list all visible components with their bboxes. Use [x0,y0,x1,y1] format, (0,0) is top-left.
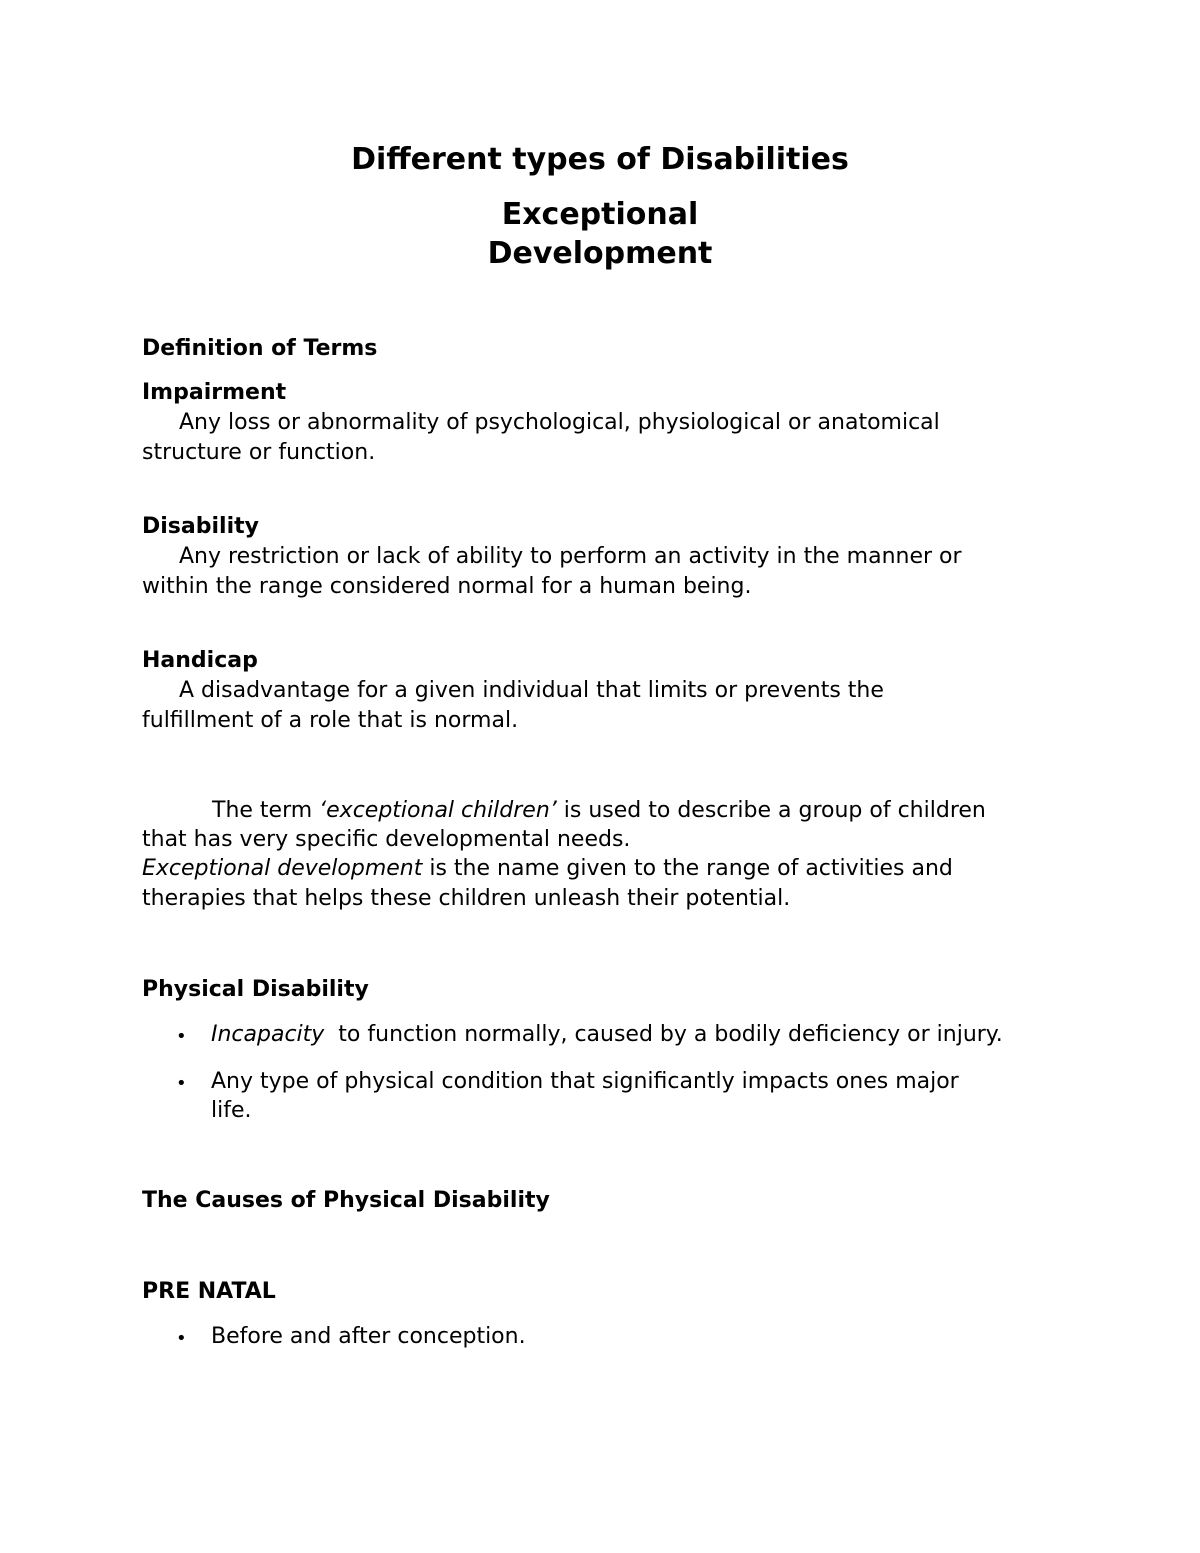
bullet-marker: • [176,1026,187,1047]
impairment-text-line-2: structure or function. [142,440,376,465]
physical-disability-heading: Physical Disability [142,977,369,1002]
handicap-text-line-1: A disadvantage for a given individual that limits or prevents the [179,678,884,703]
exceptional-p1-pre: The term [212,798,320,823]
subtitle-line-1: Exceptional [501,197,699,232]
impairment-text-line-1: Any loss or abnormality of psychological, physiological or anatomical [179,410,940,435]
term-disability: Disability [142,514,259,539]
physical-bullet-1 [211,1022,1003,1047]
term-handicap: Handicap [142,648,258,673]
disability-text-line-1: Any restriction or lack of ability to perform an activity in the manner or [179,544,962,569]
physical-bullet-2-line-2: life. [211,1098,252,1123]
incapacity-term: Incapacity [211,1022,325,1047]
exceptional-paragraph-line-2: that has very specific developmental needs. [142,827,631,852]
handicap-text-line-2: fulfillment of a role that is normal. [142,708,519,733]
physical-bullet-2-line-1: Any type of physical condition that significantly impacts ones major [211,1069,959,1094]
disability-text-line-2: within the range considered normal for a human being. [142,574,752,599]
bullet-marker: • [176,1328,187,1349]
prenatal-heading: PRE NATAL [142,1279,276,1304]
exceptional-p2-post: is the name given to the range of activities and [422,856,953,881]
subtitle-line-2: Development [487,236,713,271]
exceptional-p1-post: is used to describe a group of children [556,798,986,823]
exceptional-development-term: Exceptional development [142,856,423,881]
prenatal-bullet-1: Before and after conception. [211,1324,526,1349]
causes-heading: The Causes of Physical Disability [142,1188,550,1213]
exceptional-development-line-1 [142,856,953,881]
exceptional-development-line-2: therapies that helps these children unleash their potential. [142,886,791,911]
bullet-marker: • [176,1073,187,1094]
document-title: Different types of Disabilities [351,142,849,177]
definitions-heading: Definition of Terms [142,336,378,361]
term-impairment: Impairment [142,380,287,405]
exceptional-children-term: ‘exceptional children’ [319,798,557,823]
physical-bullet-1-text: to function normally, caused by a bodily deficiency or injury. [324,1022,1003,1047]
exceptional-paragraph-line-1 [212,798,986,823]
